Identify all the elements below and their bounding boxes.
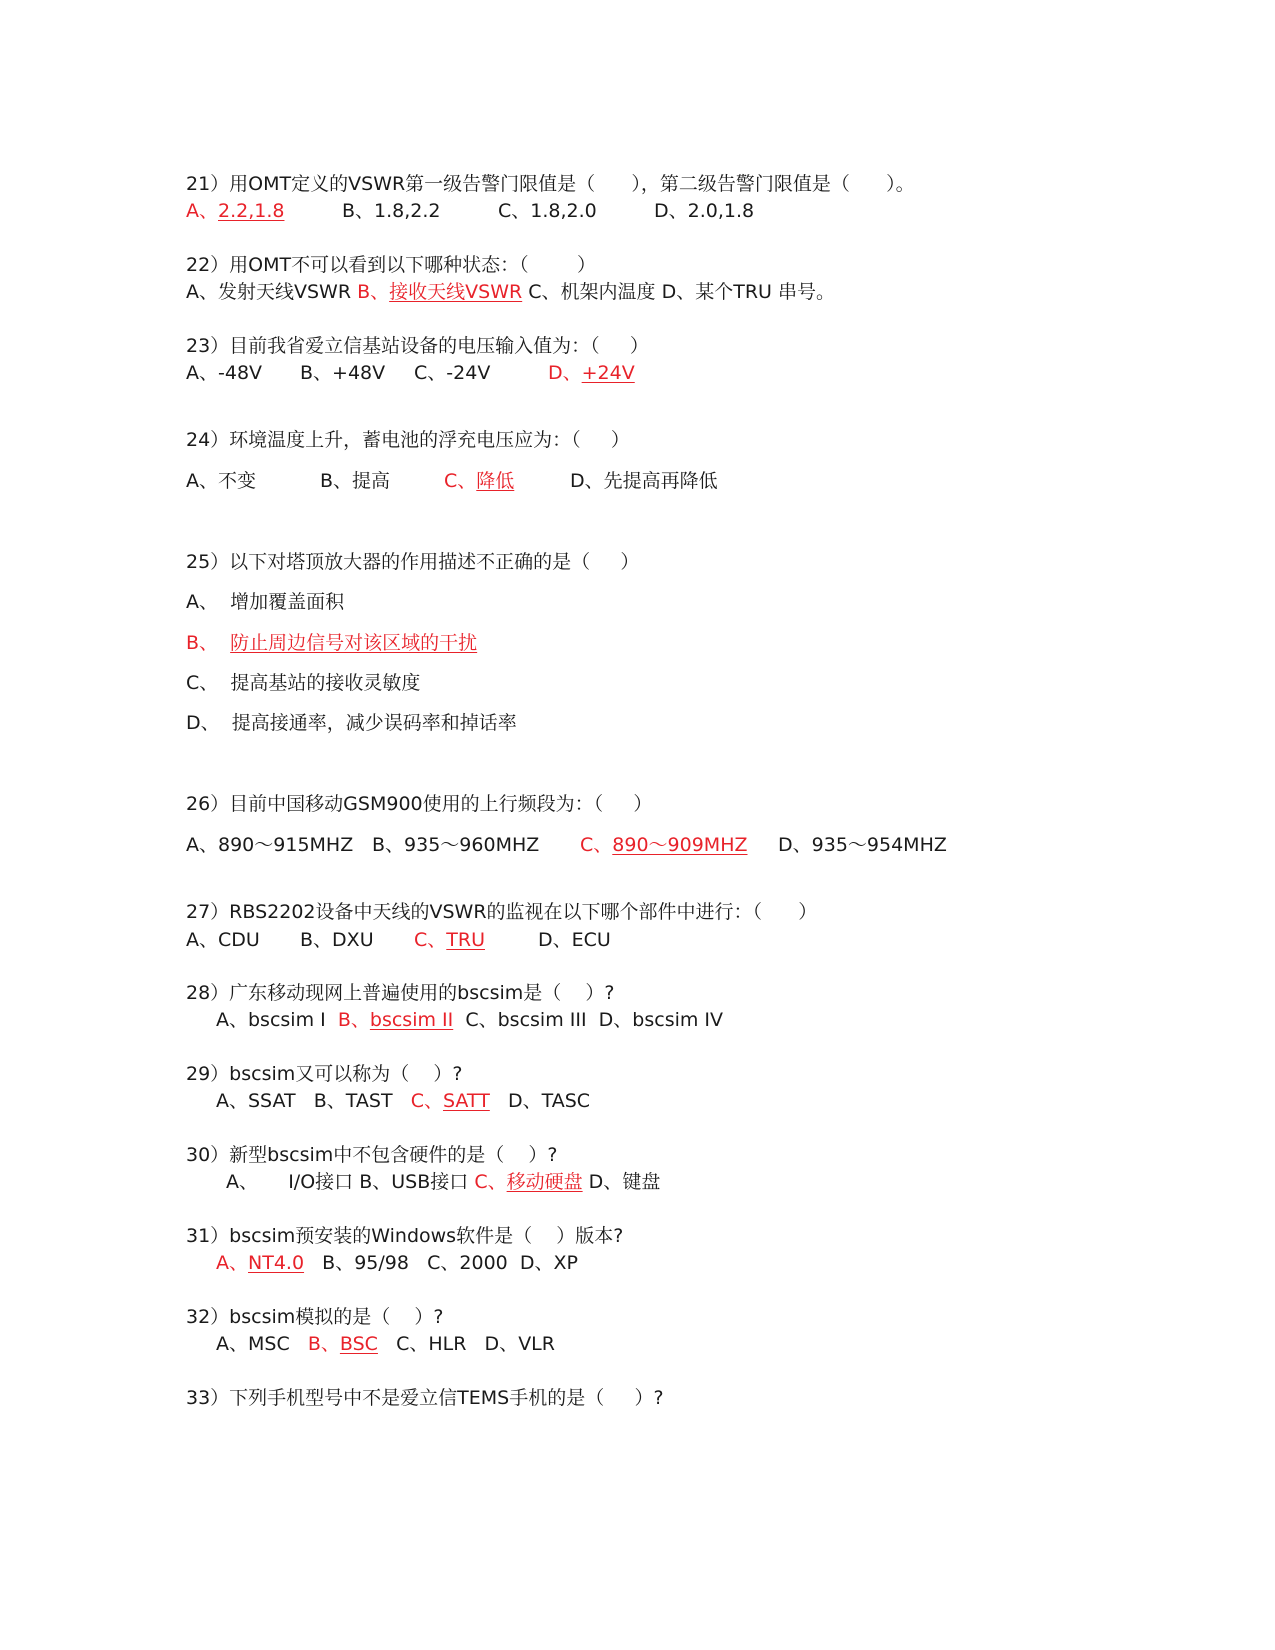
question-22: 22）用OMT不可以看到以下哪种状态：（ ） xyxy=(186,254,596,276)
question-29: 29）bscsim又可以称为（ ）? xyxy=(186,1063,463,1085)
options-23 xyxy=(186,361,786,385)
option-22-c[interactable]: C、机架内温度 xyxy=(528,281,656,303)
option-24-d[interactable]: D、先提高再降低 xyxy=(570,470,718,492)
question-32: 32）bscsim模拟的是（ ）? xyxy=(186,1306,444,1328)
question-33: 33）下列手机型号中不是爱立信TEMS手机的是（ ）? xyxy=(186,1387,664,1409)
question-26: 26）目前中国移动GSM900使用的上行频段为：（ ） xyxy=(186,793,653,815)
option-29-c[interactable]: C、SATT xyxy=(410,1090,490,1112)
option-23-b[interactable]: B、+48V xyxy=(300,362,386,384)
option-25-b[interactable]: B、 防止周边信号对该区域的干扰 xyxy=(186,632,478,654)
option-25-a[interactable]: A、 增加覆盖面积 xyxy=(186,591,345,613)
options-21 xyxy=(186,199,886,223)
option-32-a[interactable]: A、MSC xyxy=(216,1333,290,1355)
options-28 xyxy=(216,1008,723,1032)
option-26-c[interactable]: C、890～909MHZ xyxy=(580,834,748,856)
question-31: 31）bscsim预安装的Windows软件是（ ）版本? xyxy=(186,1225,624,1247)
options-29 xyxy=(216,1089,590,1113)
question-28: 28）广东移动现网上普遍使用的bscsim是（ ）? xyxy=(186,982,615,1004)
option-31-d[interactable]: D、XP xyxy=(519,1252,578,1274)
options-22 xyxy=(186,280,835,304)
option-29-a[interactable]: A、SSAT xyxy=(216,1090,296,1112)
options-26 xyxy=(186,833,1086,857)
option-23-c[interactable]: C、-24V xyxy=(414,362,491,384)
option-31-c[interactable]: C、2000 xyxy=(427,1252,508,1274)
option-30-d[interactable]: D、键盘 xyxy=(588,1171,661,1193)
option-27-c[interactable]: C、TRU xyxy=(414,929,485,951)
option-21-b[interactable]: B、1.8,2.2 xyxy=(342,200,441,222)
option-31-b[interactable]: B、95/98 xyxy=(322,1252,409,1274)
question-24: 24）环境温度上升，蓄电池的浮充电压应为：（ ） xyxy=(186,429,630,451)
option-30-b[interactable]: B、USB接口 xyxy=(359,1171,469,1193)
option-29-d[interactable]: D、TASC xyxy=(507,1090,591,1112)
option-24-b[interactable]: B、提高 xyxy=(320,470,391,492)
option-25-c[interactable]: C、 提高基站的接收灵敏度 xyxy=(186,672,421,694)
option-32-d[interactable]: D、VLR xyxy=(484,1333,555,1355)
option-22-d[interactable]: D、某个TRU 串号。 xyxy=(661,281,835,303)
option-22-b[interactable]: B、接收天线VSWR xyxy=(357,281,523,303)
option-27-b[interactable]: B、DXU xyxy=(300,929,374,951)
option-28-a[interactable]: A、bscsim I xyxy=(216,1009,326,1031)
option-32-c[interactable]: C、HLR xyxy=(396,1333,467,1355)
option-22-a[interactable]: A、发射天线VSWR xyxy=(186,281,352,303)
option-24-c[interactable]: C、降低 xyxy=(444,470,515,492)
option-24-a[interactable]: A、不变 xyxy=(186,470,257,492)
option-28-c[interactable]: C、bscsim III xyxy=(465,1009,587,1031)
option-28-d[interactable]: D、bscsim IV xyxy=(598,1009,724,1031)
option-26-b[interactable]: B、935～960MHZ xyxy=(372,834,540,856)
question-27: 27）RBS2202设备中天线的VSWR的监视在以下哪个部件中进行：（ ） xyxy=(186,901,818,923)
option-30-c[interactable]: C、移动硬盘 xyxy=(474,1171,583,1193)
question-25: 25）以下对塔顶放大器的作用描述不正确的是（ ） xyxy=(186,551,640,573)
question-21: 21）用OMT定义的VSWR第一级告警门限值是（ ），第二级告警门限值是（ ）。 xyxy=(186,173,915,195)
option-30-a[interactable]: A、 I/O接口 xyxy=(226,1171,354,1193)
option-27-a[interactable]: A、CDU xyxy=(186,929,260,951)
option-28-b[interactable]: B、bscsim II xyxy=(337,1009,454,1031)
options-27 xyxy=(186,928,786,952)
option-26-a[interactable]: A、890～915MHZ xyxy=(186,834,354,856)
options-31 xyxy=(216,1251,578,1275)
options-30 xyxy=(226,1170,660,1194)
option-31-a[interactable]: A、NT4.0 xyxy=(216,1252,305,1274)
option-21-d[interactable]: D、2.0,1.8 xyxy=(654,200,755,222)
option-21-c[interactable]: C、1.8,2.0 xyxy=(498,200,597,222)
option-23-a[interactable]: A、-48V xyxy=(186,362,263,384)
option-29-b[interactable]: B、TAST xyxy=(313,1090,393,1112)
option-25-d[interactable]: D、 提高接通率，减少误码率和掉话率 xyxy=(186,712,517,734)
options-24 xyxy=(186,469,886,493)
option-26-d[interactable]: D、935～954MHZ xyxy=(778,834,947,856)
option-21-a[interactable]: A、2.2,1.8 xyxy=(186,200,285,222)
options-32 xyxy=(216,1332,555,1356)
question-23: 23）目前我省爱立信基站设备的电压输入值为：（ ） xyxy=(186,335,649,357)
option-32-b[interactable]: B、BSC xyxy=(307,1333,378,1355)
option-27-d[interactable]: D、ECU xyxy=(538,929,611,951)
question-30: 30）新型bscsim中不包含硬件的是（ ）? xyxy=(186,1144,558,1166)
option-23-d[interactable]: D、+24V xyxy=(548,362,635,384)
